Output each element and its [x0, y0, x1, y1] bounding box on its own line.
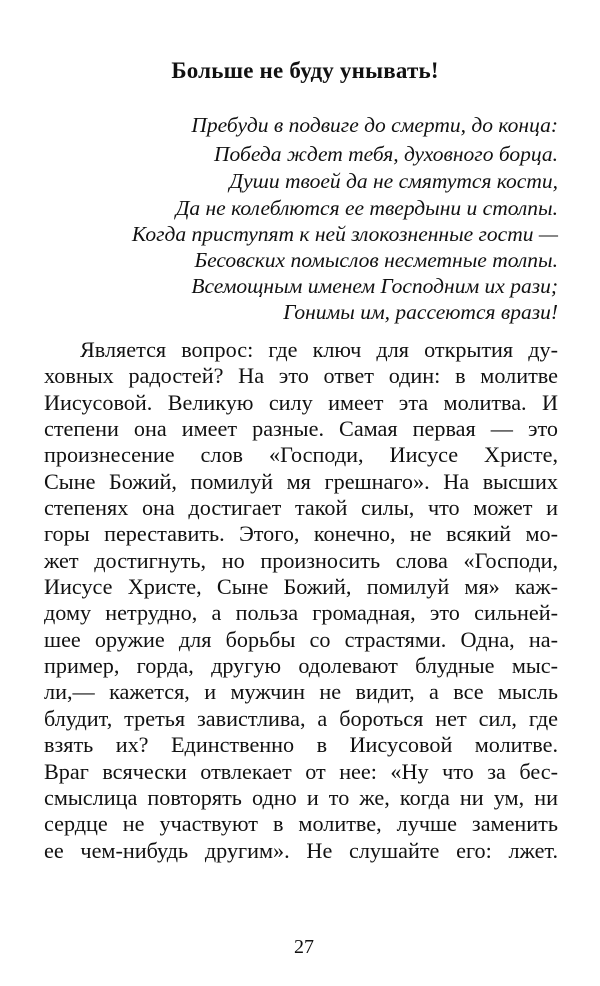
text-line: смыслица повторять одно и то же, когда ни ум, ни [44, 784, 558, 810]
poem-line: Да не колеблются ее твердыни и столпы. [175, 195, 558, 220]
text-line: шее оружие для борьбы со страстями. Одна, на- [44, 626, 558, 652]
text-line: Враг всячески отвлекает от нее: «Ну что за бес- [44, 758, 558, 784]
text-line: дому нетрудно, а польза громадная, это сильней- [44, 600, 558, 626]
text-line: взять их? Единственно в Иисусовой молитве. [44, 732, 558, 758]
text-line: степени она имеет разные. Самая первая — это [44, 416, 558, 442]
text-line: пример, горда, другую одолевают блудные мыс- [44, 653, 558, 679]
text-line: ее чем-нибудь другим». Не слушайте его: лжет. [44, 837, 558, 863]
text-line: Иисусе Христе, Сыне Божий, помилуй мя» каж- [44, 574, 558, 600]
text-line: ховных радостей? На это ответ один: в молитве [44, 363, 558, 389]
poem-line: Победа ждет тебя, духовного борца. [214, 142, 558, 167]
poem-line: Всемощным именем Господним их рази; [191, 274, 558, 299]
poem-line: Гонимы им, рассеются врази! [283, 300, 558, 325]
text-line: степенях она достигает такой силы, что может и [44, 495, 558, 521]
poem-line: Пребуди в подвиге до смерти, до конца: [191, 113, 558, 137]
epigraph-poem [132, 112, 558, 326]
text-line: Иисусовой. Великую силу имеет эта молитва. И [44, 389, 558, 415]
text-line: Является вопрос: где ключ для открытия ду- [80, 337, 558, 362]
body-text [44, 337, 558, 864]
text-line: произнесение слов «Господи, Иисусе Христе, [44, 442, 558, 468]
poem-line: Бесовских помыслов несметные толпы. [194, 248, 558, 273]
poem-line: Когда приступят к ней злокозненные гости — [131, 221, 558, 246]
text-line: ли,— кажется, и мужчин не видит, а все мысль [44, 679, 558, 705]
text-line: сердце не участвуют в молитве, лучше заменить [44, 811, 558, 837]
chapter-title: Больше не буду унывать! [171, 58, 439, 83]
text-line: блудит, третья завистлива, а бороться нет сил, где [44, 705, 558, 731]
text-line: горы переставить. Этого, конечно, не всякий мо- [44, 521, 558, 547]
text-line: жет достигнуть, но произносить слова «Господи, [44, 547, 558, 573]
text-line: Сыне Божий, помилуй мя грешнаго». На высших [44, 468, 558, 494]
poem-line: Души твоей да не смятутся кости, [229, 169, 558, 194]
page-number: 27 [294, 936, 314, 958]
